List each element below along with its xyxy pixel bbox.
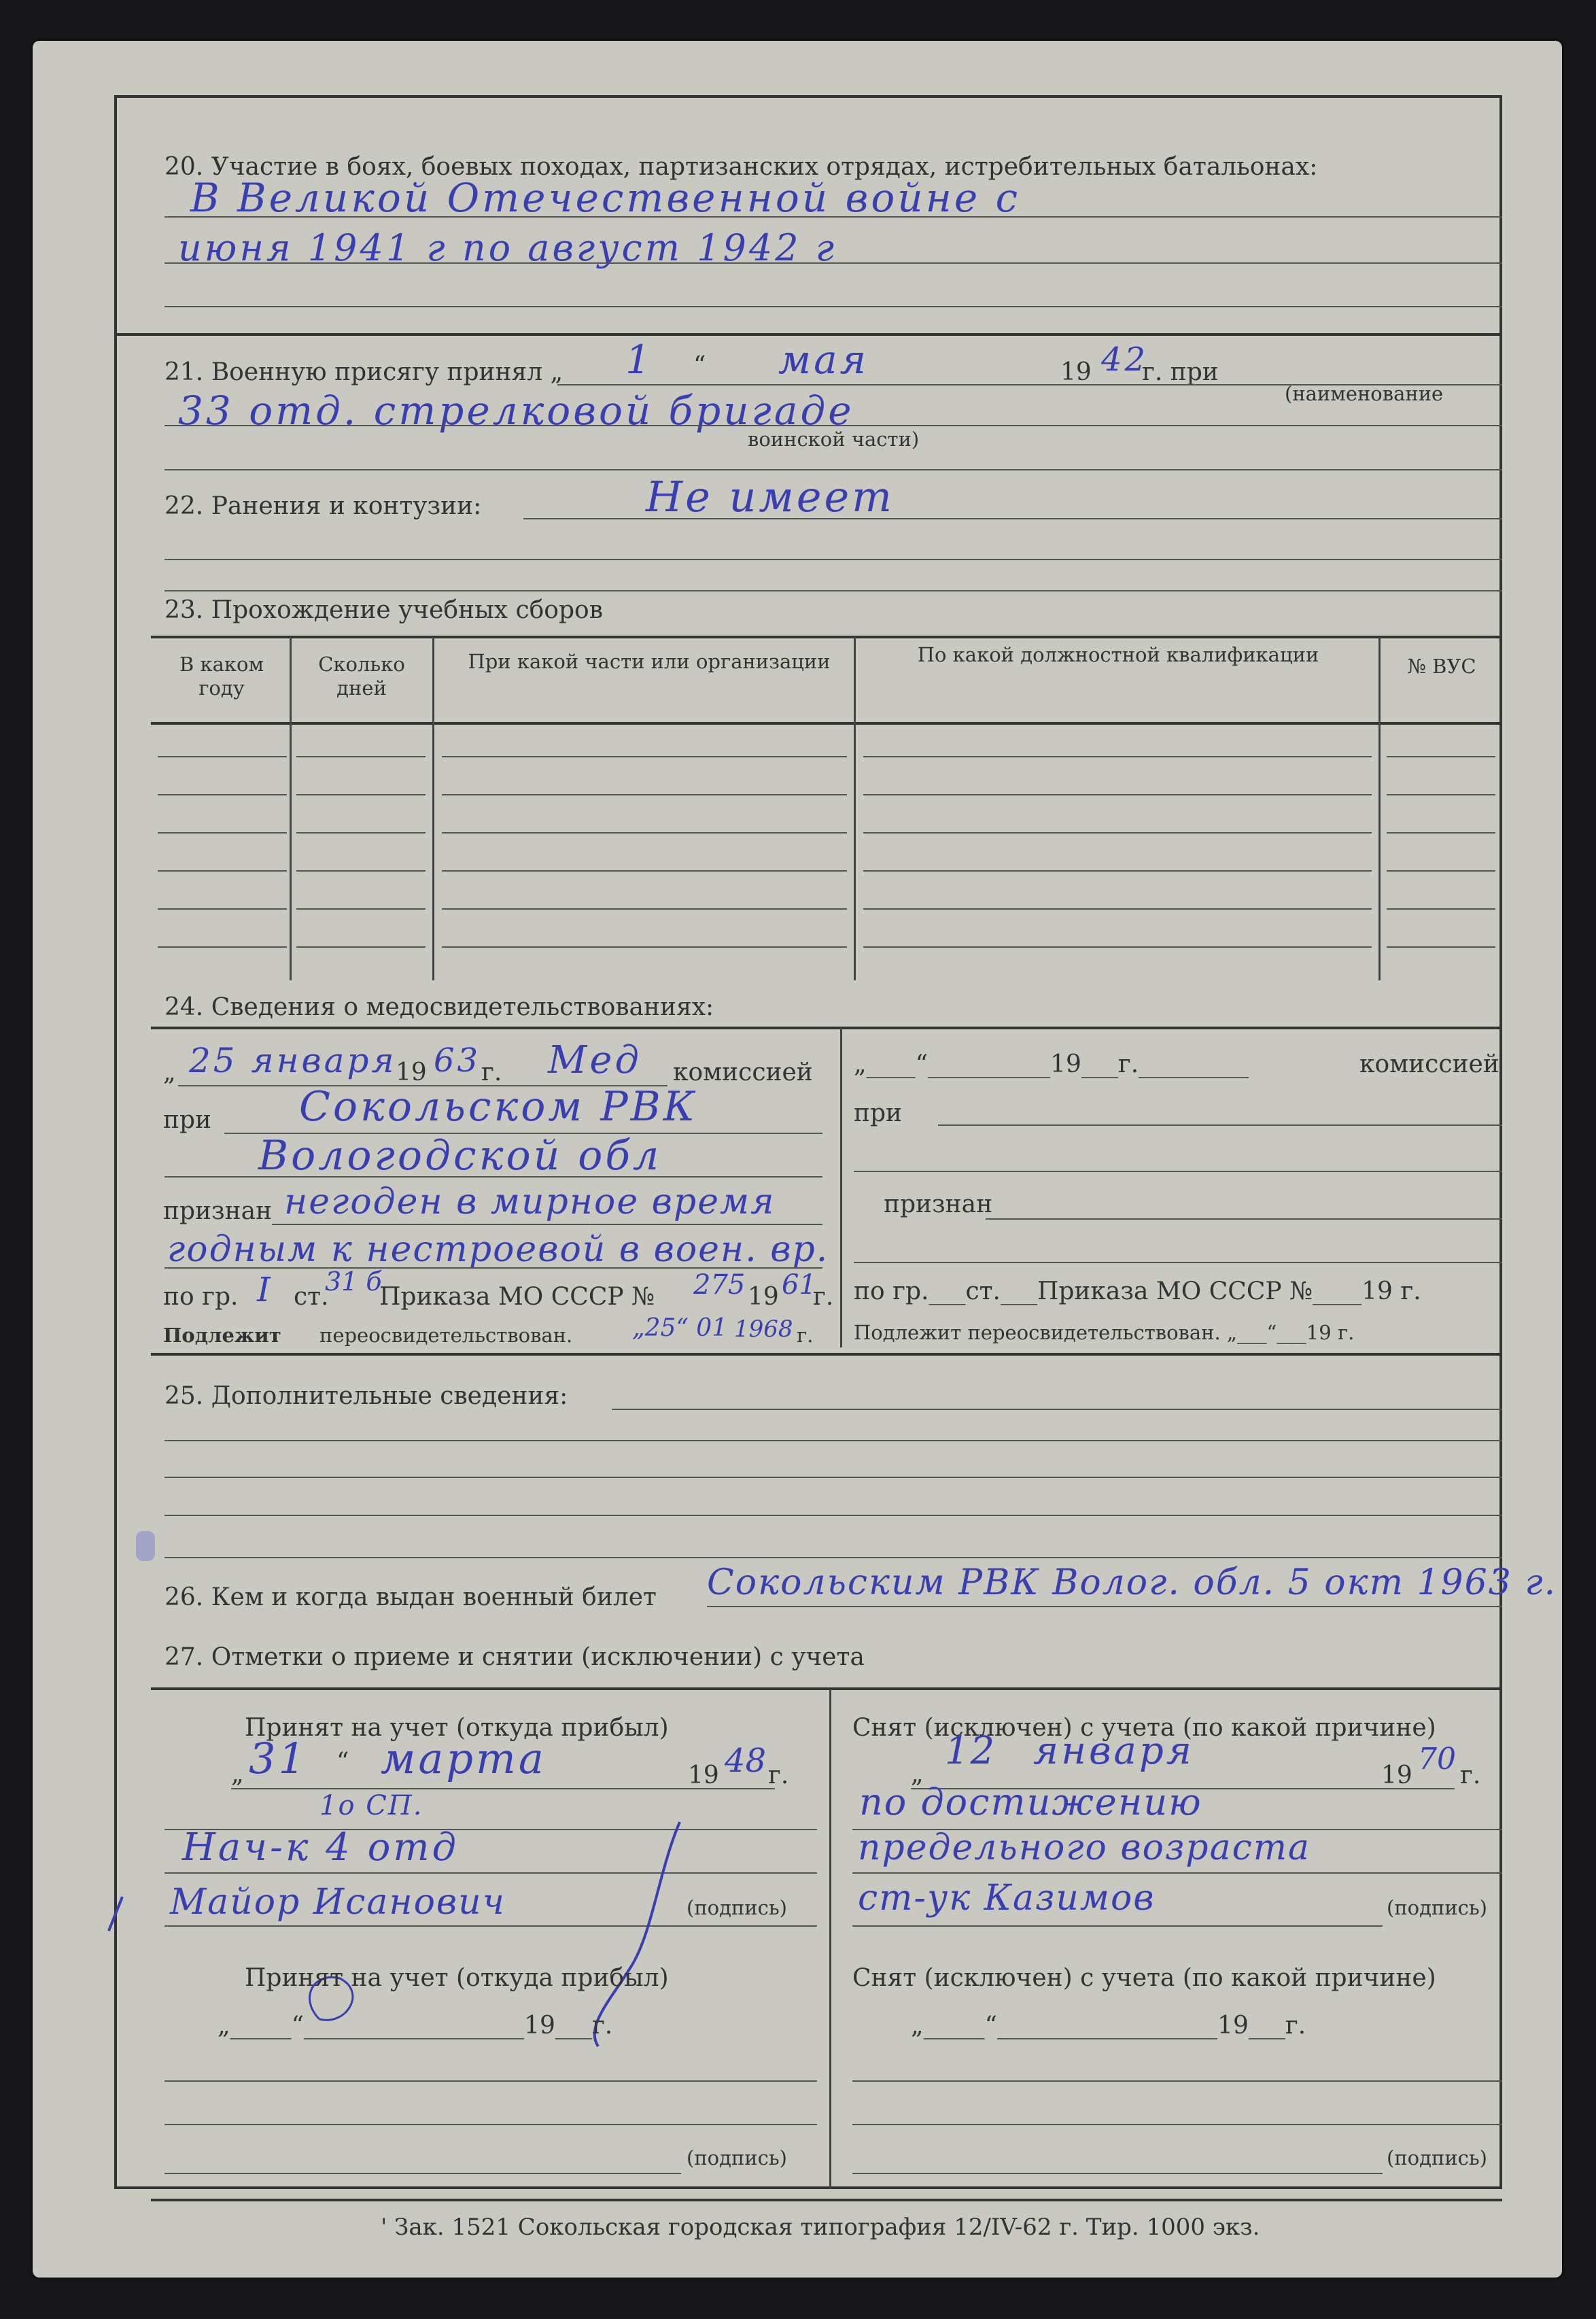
s27-b2r-date-line: „_____“__________________19___г. — [911, 2012, 1306, 2040]
s21-quote-close: “ — [693, 351, 706, 379]
rule — [272, 1224, 822, 1225]
form-bottom-border — [151, 2199, 1502, 2201]
table-blank-line — [296, 870, 426, 872]
table-blank-line — [296, 794, 426, 795]
s24-g: г. — [481, 1059, 502, 1086]
rule — [164, 469, 1502, 470]
s24-pri: при — [163, 1106, 212, 1134]
s27-b1l-podpis: (подпись) — [687, 1896, 787, 1919]
s24-komissiey: комиссией — [673, 1059, 813, 1086]
s26-label: 26. Кем и когда выдан военный билет — [164, 1583, 657, 1611]
table-blank-line — [442, 794, 847, 795]
ink-blot — [136, 1531, 155, 1561]
rule — [164, 1176, 822, 1178]
s24-split-divider — [840, 1028, 842, 1347]
rule — [164, 1440, 1502, 1441]
s27-label: 27. Отметки о приеме и снятии (исключении) с учета — [164, 1643, 865, 1671]
rule — [164, 216, 1502, 218]
rule — [164, 2173, 681, 2174]
rule — [986, 1218, 1502, 1220]
s24r-date-line: „____“__________19___г._________ — [854, 1050, 1249, 1078]
s27-b1r-line1: по достижению — [859, 1781, 1202, 1823]
section-divider — [114, 333, 1502, 336]
s27-b2r-title: Снят (исключен) с учета (по какой причине) — [852, 1964, 1436, 1992]
s24-g3: г. — [797, 1324, 814, 1347]
s21-year-prefix: 19 — [1060, 358, 1092, 386]
rule — [852, 1872, 1502, 1874]
table-blank-line — [158, 794, 287, 795]
s27-b1r-podpis: (подпись) — [1387, 1896, 1487, 1919]
s22-value: Не имеет — [646, 472, 895, 521]
s21-note-below: воинской части) — [748, 428, 920, 451]
section-divider — [151, 1353, 1502, 1356]
table-blank-line — [1387, 908, 1495, 910]
table-blank-line — [1387, 794, 1495, 795]
rule — [852, 2124, 1502, 2125]
rule — [854, 1171, 1502, 1172]
rule — [164, 1557, 1502, 1558]
table-blank-line — [442, 870, 847, 872]
s23-label: 23. Прохождение учебных сборов — [164, 596, 603, 624]
table-blank-line — [863, 908, 1372, 910]
s24-exam-year: 63 — [434, 1042, 481, 1080]
s24-order-number: 275 — [693, 1269, 746, 1301]
rule — [852, 2080, 1502, 2082]
rule — [938, 1124, 1502, 1126]
rule — [164, 1515, 1502, 1516]
table-blank-line — [158, 832, 287, 834]
s24-st-value: 31 б — [325, 1267, 382, 1296]
printer-imprint: ' Зак. 1521 Сокольская городская типография 12/IV-62 г. Тир. 1000 экз. — [381, 2214, 1260, 2241]
s27-b1l-day: 31 — [249, 1734, 308, 1783]
rule — [231, 1788, 775, 1789]
s27-b1r-line2: предельного возраста — [858, 1827, 1311, 1868]
table-top-border — [151, 636, 1502, 638]
s21-label: 21. Военную присягу принял „ — [164, 358, 563, 386]
s21-oath-year: 42 — [1101, 341, 1149, 379]
rule — [523, 518, 1502, 519]
s27-b1r-day: 12 — [945, 1729, 996, 1773]
s27-b1r-g: г. — [1460, 1762, 1481, 1789]
s27-b1l-g: г. — [768, 1762, 789, 1789]
s25-label: 25. Дополнительные сведения: — [164, 1382, 568, 1410]
table-blank-line — [442, 908, 847, 910]
rule — [164, 306, 1502, 307]
s27-b1l-line1: 1о СП. — [319, 1790, 423, 1821]
table-blank-line — [1387, 832, 1495, 834]
s24-commission-type: Мед — [548, 1038, 642, 1082]
s27-b1l-year: 48 — [725, 1742, 767, 1780]
table-blank-line — [296, 908, 426, 910]
s27-b1l-title: Принят на учет (откуда прибыл) — [245, 1714, 669, 1742]
s20-label: 20. Участие в боях, боевых походах, партизанских отрядах, истребительных батальонах: — [164, 153, 1318, 181]
s24-st: ст. — [294, 1283, 329, 1311]
s21-oath-month: мая — [778, 337, 869, 383]
section-divider — [151, 1027, 1502, 1029]
s24-year-prefix2: 19 — [748, 1283, 779, 1311]
s23-col-days: Сколько дней — [318, 653, 405, 700]
s24-commission-place2: Вологодской обл — [258, 1132, 662, 1180]
s22-label: 22. Ранения и контузии: — [164, 492, 482, 520]
table-blank-line — [1387, 870, 1495, 872]
table-blank-line — [863, 832, 1372, 834]
s24r-pri: при — [854, 1099, 903, 1127]
table-blank-line — [442, 832, 847, 834]
table-blank-line — [158, 946, 287, 948]
table-col-divider — [854, 637, 856, 980]
rule — [164, 425, 1502, 426]
table-blank-line — [158, 870, 287, 872]
s24-g2: г. — [813, 1283, 834, 1311]
s24-label: 24. Сведения о медосвидетельствованиях: — [164, 993, 714, 1021]
rule — [852, 1925, 1383, 1927]
s21-oath-day: 1 — [625, 337, 653, 383]
table-blank-line — [1387, 756, 1495, 757]
table-blank-line — [296, 946, 426, 948]
table-blank-line — [863, 756, 1372, 757]
rule — [164, 2124, 817, 2125]
s27-b2l-podpis: (подпись) — [687, 2146, 787, 2169]
rule — [164, 590, 1502, 591]
s24-gr-value: I — [257, 1270, 273, 1309]
s24r-podlezhit-line: Подлежит переосвидетельствован. „___“___19 г. — [854, 1321, 1355, 1344]
rule — [852, 2173, 1383, 2174]
rule — [164, 559, 1502, 560]
rule — [164, 1477, 1502, 1478]
s24-po-gr: по гр. — [163, 1283, 239, 1311]
s27-b1r-year-prefix: 19 — [1381, 1762, 1412, 1789]
table-blank-line — [863, 946, 1372, 948]
s24-reexam-year: 1968 — [734, 1316, 793, 1343]
table-blank-line — [1387, 946, 1495, 948]
rule — [854, 1262, 1502, 1263]
table-blank-line — [158, 908, 287, 910]
s24-podlezhit: Подлежит — [163, 1324, 281, 1347]
s27-b1r-line3: ст-ук Казимов — [858, 1878, 1156, 1919]
table-blank-line — [296, 832, 426, 834]
s24-commission-place1: Сокольском РВК — [299, 1083, 698, 1131]
rule — [164, 1267, 822, 1269]
s24r-priznan: признан — [884, 1190, 993, 1218]
s23-col-unit: При какой части или организации — [468, 650, 831, 673]
table-col-divider — [290, 637, 292, 980]
table-blank-line — [863, 870, 1372, 872]
rule — [707, 1606, 1502, 1607]
s24-prikaz: Приказа МО СССР № — [379, 1283, 655, 1311]
s21-note-right: (наименование — [1285, 382, 1444, 405]
s23-col-qualification: По какой должностной квалификации — [917, 643, 1319, 666]
table-blank-line — [158, 756, 287, 757]
s21-military-unit: 33 отд. стрелковой бригаде — [178, 388, 854, 434]
table-col-divider — [1378, 637, 1381, 980]
s20-handwriting-line2: июня 1941 г по август 1942 г — [178, 226, 837, 269]
s27-b2l-title: Принят на учет (откуда прибыл) — [245, 1964, 669, 1992]
table-blank-line — [863, 794, 1372, 795]
rule — [164, 2080, 817, 2082]
rule — [612, 1409, 1502, 1410]
rule — [164, 262, 1502, 264]
s24-reexam-date: „25“ 01 — [632, 1314, 728, 1342]
s24-order-year: 61 — [782, 1269, 816, 1301]
table-blank-line — [442, 756, 847, 757]
s27-b1r-month: января — [1033, 1729, 1194, 1773]
s24-verdict-line2: годным к нестроевой в воен. вр. — [167, 1229, 829, 1270]
s23-col-year: В каком году — [179, 653, 264, 700]
s27-split-divider — [829, 1689, 831, 2189]
s27-b2l-date-line: „_____“__________________19___г. — [218, 2012, 613, 2040]
s27-b1l-line2: Нач-к 4 отд — [182, 1825, 459, 1870]
s24-pereosv: переосвидетельствован. — [319, 1324, 573, 1347]
table-col-divider — [432, 637, 434, 980]
s27-b1l-month: марта — [381, 1734, 547, 1783]
s27-b2r-podpis: (подпись) — [1387, 2146, 1487, 2169]
table-blank-line — [296, 756, 426, 757]
s24-verdict-line1: негоден в мирное время — [284, 1182, 776, 1222]
s27-b1l-year-prefix: 19 — [688, 1762, 719, 1789]
s20-handwriting-line1: В Великой Отечественной войне с — [190, 175, 1021, 221]
s27-b1r-title: Снят (исключен) с учета (по какой причине) — [852, 1714, 1436, 1742]
s27-b1r-year: 70 — [1418, 1742, 1456, 1776]
section-divider — [151, 1687, 1502, 1690]
s21-label-end: г. при — [1142, 358, 1219, 386]
s24-year-prefix: 19 — [396, 1059, 427, 1086]
s26-value: Сокольским РВК Волог. обл. 5 окт 1963 г. — [707, 1562, 1557, 1603]
s24-exam-date: 25 января — [189, 1041, 397, 1080]
table-header-border — [151, 722, 1502, 725]
s24r-komissiey: комиссией — [1359, 1050, 1499, 1078]
s24-priznan: признан — [163, 1197, 273, 1225]
table-blank-line — [442, 946, 847, 948]
s27-b1l-line3: Майор Исанович — [170, 1882, 506, 1923]
s24r-po-gr-line: по гр.___ст.___Приказа МО СССР №____19 г. — [854, 1277, 1421, 1305]
s23-col-vus: № ВУС — [1407, 655, 1476, 678]
